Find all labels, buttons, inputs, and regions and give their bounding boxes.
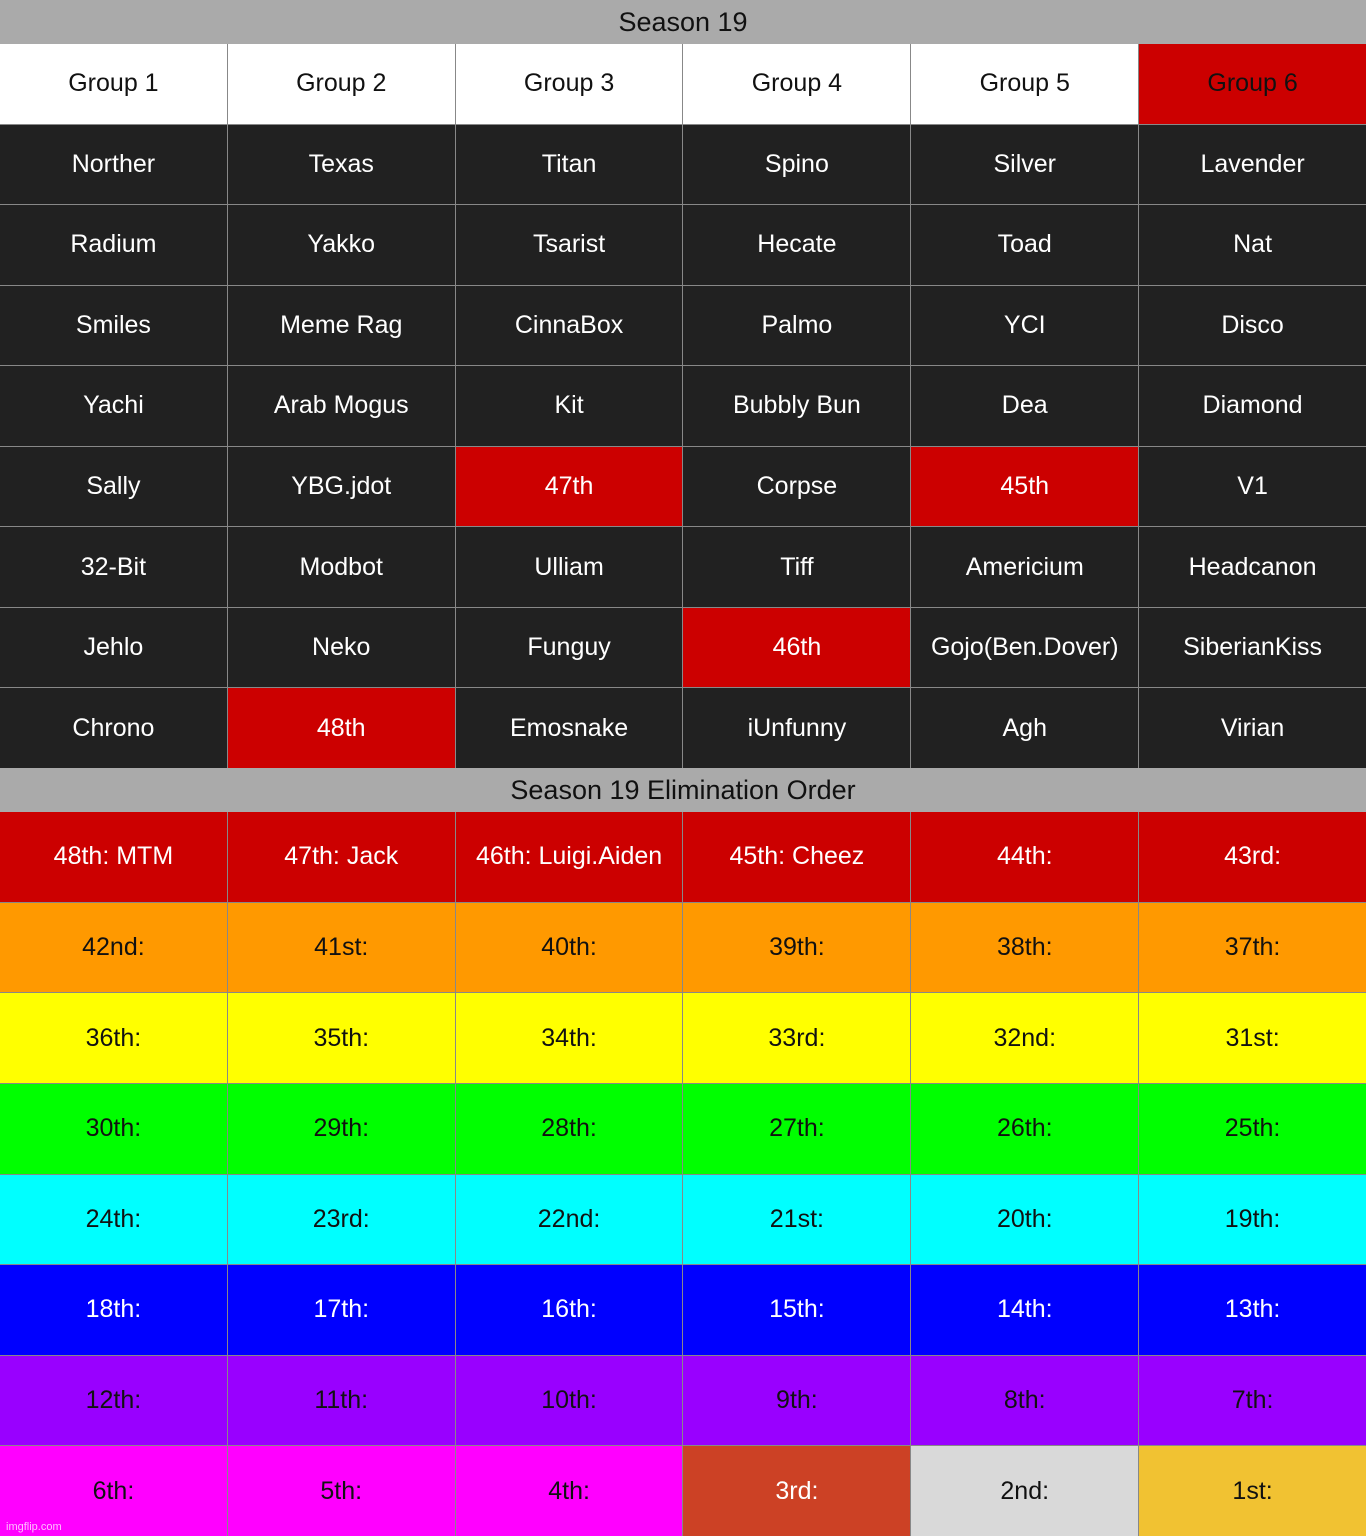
placement-cell: 12th: — [0, 1356, 227, 1446]
placement-cell: 36th: — [0, 993, 227, 1083]
watermark: imgflip.com — [6, 1521, 62, 1533]
group-header: Group 6 — [1139, 44, 1366, 124]
contestant-cell: 32-Bit — [0, 527, 227, 607]
placement-cell: 17th: — [228, 1265, 455, 1355]
placement-cell: 46th: Luigi.Aiden — [456, 812, 683, 902]
placement-cell: 2nd: — [911, 1446, 1138, 1536]
placement-cell: 19th: — [1139, 1175, 1366, 1265]
contestant-cell: V1 — [1139, 447, 1366, 527]
placement-cell: 4th: — [456, 1446, 683, 1536]
placement-cell: 16th: — [456, 1265, 683, 1355]
placement-cell: 42nd: — [0, 903, 227, 993]
eliminated-slot-cell: 48th — [228, 688, 455, 768]
contestant-cell: Palmo — [683, 286, 910, 366]
contestant-cell: Americium — [911, 527, 1138, 607]
placement-cell: 6th: — [0, 1446, 227, 1536]
placement-cell: 38th: — [911, 903, 1138, 993]
contestant-cell: Kit — [456, 366, 683, 446]
contestant-cell: Neko — [228, 608, 455, 688]
placement-cell: 20th: — [911, 1175, 1138, 1265]
contestant-cell: Jehlo — [0, 608, 227, 688]
placement-cell: 23rd: — [228, 1175, 455, 1265]
contestant-cell: Agh — [911, 688, 1138, 768]
placement-cell: 32nd: — [911, 993, 1138, 1083]
placement-cell: 43rd: — [1139, 812, 1366, 902]
contestant-cell: Dea — [911, 366, 1138, 446]
groups-table — [0, 44, 1366, 768]
contestant-cell: Sally — [0, 447, 227, 527]
placement-cell: 33rd: — [683, 993, 910, 1083]
contestant-cell: CinnaBox — [456, 286, 683, 366]
placement-cell: 5th: — [228, 1446, 455, 1536]
placement-cell: 24th: — [0, 1175, 227, 1265]
contestant-cell: Chrono — [0, 688, 227, 768]
contestant-cell: Emosnake — [456, 688, 683, 768]
placement-cell: 25th: — [1139, 1084, 1366, 1174]
group-header: Group 2 — [228, 44, 455, 124]
placement-cell: 18th: — [0, 1265, 227, 1355]
placement-cell: 15th: — [683, 1265, 910, 1355]
contestant-cell: Radium — [0, 205, 227, 285]
contestant-cell: Disco — [1139, 286, 1366, 366]
placement-cell: 10th: — [456, 1356, 683, 1446]
group-header: Group 1 — [0, 44, 227, 124]
placement-cell: 22nd: — [456, 1175, 683, 1265]
placement-cell: 40th: — [456, 903, 683, 993]
contestant-cell: Ulliam — [456, 527, 683, 607]
placement-cell: 47th: Jack — [228, 812, 455, 902]
elimination-order-title: Season 19 Elimination Order — [0, 768, 1366, 812]
placement-cell: 35th: — [228, 993, 455, 1083]
contestant-cell: Corpse — [683, 447, 910, 527]
contestant-cell: Lavender — [1139, 125, 1366, 205]
placement-cell: 3rd: — [683, 1446, 910, 1536]
contestant-cell: Yakko — [228, 205, 455, 285]
placement-cell: 1st: — [1139, 1446, 1366, 1536]
placement-cell: 44th: — [911, 812, 1138, 902]
contestant-cell: Silver — [911, 125, 1138, 205]
contestant-cell: Smiles — [0, 286, 227, 366]
contestant-cell: Toad — [911, 205, 1138, 285]
placement-cell: 7th: — [1139, 1356, 1366, 1446]
contestant-cell: iUnfunny — [683, 688, 910, 768]
contestant-cell: Meme Rag — [228, 286, 455, 366]
placement-cell: 37th: — [1139, 903, 1366, 993]
placement-cell: 39th: — [683, 903, 910, 993]
placement-cell: 30th: — [0, 1084, 227, 1174]
placement-cell: 41st: — [228, 903, 455, 993]
contestant-cell: SiberianKiss — [1139, 608, 1366, 688]
placement-cell: 9th: — [683, 1356, 910, 1446]
contestant-cell: Yachi — [0, 366, 227, 446]
contestant-cell: Virian — [1139, 688, 1366, 768]
contestant-cell: Modbot — [228, 527, 455, 607]
eliminated-slot-cell: 47th — [456, 447, 683, 527]
season-title: Season 19 — [0, 0, 1366, 44]
placement-cell: 27th: — [683, 1084, 910, 1174]
group-header: Group 4 — [683, 44, 910, 124]
placement-cell: 14th: — [911, 1265, 1138, 1355]
eliminated-slot-cell: 45th — [911, 447, 1138, 527]
placement-cell: 11th: — [228, 1356, 455, 1446]
group-header: Group 3 — [456, 44, 683, 124]
contestant-cell: Bubbly Bun — [683, 366, 910, 446]
placement-cell: 34th: — [456, 993, 683, 1083]
contestant-cell: Texas — [228, 125, 455, 205]
contestant-cell: Gojo(Ben.Dover) — [911, 608, 1138, 688]
placement-cell: 28th: — [456, 1084, 683, 1174]
placement-cell: 48th: MTM — [0, 812, 227, 902]
placement-cell: 29th: — [228, 1084, 455, 1174]
group-header: Group 5 — [911, 44, 1138, 124]
placement-cell: 21st: — [683, 1175, 910, 1265]
contestant-cell: YBG.jdot — [228, 447, 455, 527]
contestant-cell: Titan — [456, 125, 683, 205]
placement-cell: 45th: Cheez — [683, 812, 910, 902]
placement-cell: 26th: — [911, 1084, 1138, 1174]
contestant-cell: Funguy — [456, 608, 683, 688]
contestant-cell: Tiff — [683, 527, 910, 607]
contestant-cell: Spino — [683, 125, 910, 205]
contestant-cell: Arab Mogus — [228, 366, 455, 446]
contestant-cell: Tsarist — [456, 205, 683, 285]
contestant-cell: Nat — [1139, 205, 1366, 285]
placement-cell: 8th: — [911, 1356, 1138, 1446]
placement-cell: 13th: — [1139, 1265, 1366, 1355]
eliminated-slot-cell: 46th — [683, 608, 910, 688]
elimination-order-table — [0, 812, 1366, 1536]
contestant-cell: Headcanon — [1139, 527, 1366, 607]
contestant-cell: YCI — [911, 286, 1138, 366]
contestant-cell: Norther — [0, 125, 227, 205]
contestant-cell: Diamond — [1139, 366, 1366, 446]
contestant-cell: Hecate — [683, 205, 910, 285]
placement-cell: 31st: — [1139, 993, 1366, 1083]
